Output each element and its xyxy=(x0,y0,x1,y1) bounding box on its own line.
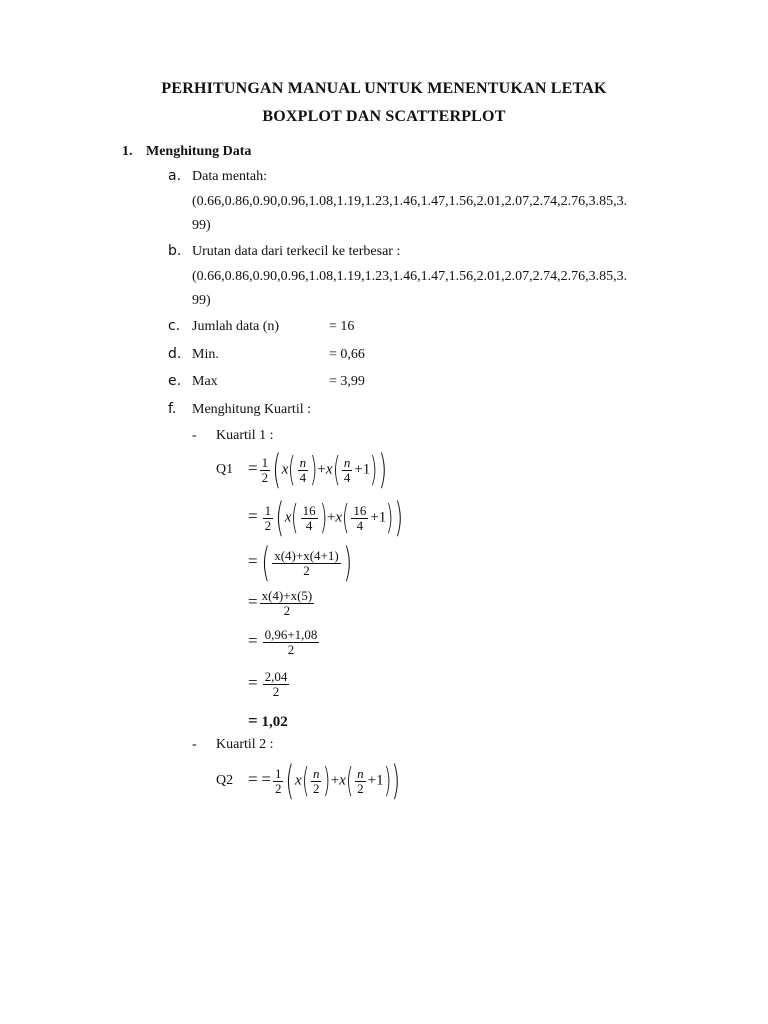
item-b-data-line2: 99) xyxy=(192,293,211,308)
item-d-label: Min. xyxy=(192,347,219,362)
kuartil1-dash: - xyxy=(192,428,197,443)
section-number: 1. xyxy=(122,144,133,159)
item-c-label: Jumlah data (n) xyxy=(192,319,280,334)
q1-step5: = $\frac{0,96+1,08}{2}$ xyxy=(248,627,318,657)
item-f-label: Menghitung Kuartil : xyxy=(192,402,311,417)
kuartil2-label: Kuartil 2 : xyxy=(216,737,274,752)
q2-name: Q2 xyxy=(216,773,234,788)
item-a-data-line1: (0.66,0.86,0.90,0.96,1.08,1.19,1.23,1.46,1.47,1.56,2.01,2.07,2.74,2.76,3.85,3. xyxy=(192,194,628,209)
kuartil2-dash: - xyxy=(192,737,197,752)
q1-formula: = $\frac{1}{2}$ (x( $\frac{n}{4}$ )+x( $\frac{n}{4}$ +1)) xyxy=(248,447,387,493)
q1-step3: =( $\frac{x(4)+x(4+1)}{2}$ ) xyxy=(248,540,352,586)
title-line-1: PERHITUNGAN MANUAL UNTUK MENENTUKAN LETAK xyxy=(161,80,607,97)
item-e-label: Max xyxy=(192,374,218,389)
q2-formula: = = $\frac{1}{2}$ (x( $\frac{n}{2}$ )+x( $\frac{n}{2}$ +1)) xyxy=(248,758,400,804)
item-b-label: Urutan data dari terkecil ke terbesar : xyxy=(192,244,401,259)
item-f-letter: f. xyxy=(168,401,177,417)
q1-step4: = $\frac{x(4)+x(5)}{2}$ xyxy=(248,588,313,618)
title-line-2: BOXPLOT DAN SCATTERPLOT xyxy=(262,108,506,125)
item-c-value: = 16 xyxy=(329,319,355,334)
item-e-letter: e. xyxy=(168,373,182,389)
kuartil1-label: Kuartil 1 : xyxy=(216,428,274,443)
q1-step6: = $\frac{2,04}{2}$ xyxy=(248,669,288,699)
q1-name: Q1 xyxy=(216,462,234,477)
item-a-data-line2: 99) xyxy=(192,218,211,233)
item-b-data-line1: (0.66,0.86,0.90,0.96,1.08,1.19,1.23,1.46,1.47,1.56,2.01,2.07,2.74,2.76,3.85,3. xyxy=(192,269,628,284)
item-b-letter: b. xyxy=(168,243,182,259)
item-a-label: Data mentah: xyxy=(192,169,268,184)
item-e-value: = 3,99 xyxy=(329,374,365,389)
q1-result: = 1,02 xyxy=(248,711,288,730)
item-a-letter: a. xyxy=(168,168,182,184)
item-c-letter: c. xyxy=(168,318,181,334)
item-d-value: = 0,66 xyxy=(329,347,365,362)
item-d-letter: d. xyxy=(168,346,182,362)
q1-step2: = $\frac{1}{2}$ (x( $\frac{16}{4}$ )+x( $\frac{16}{4}$ +1)) xyxy=(248,495,403,541)
section-heading: Menghitung Data xyxy=(146,144,252,159)
